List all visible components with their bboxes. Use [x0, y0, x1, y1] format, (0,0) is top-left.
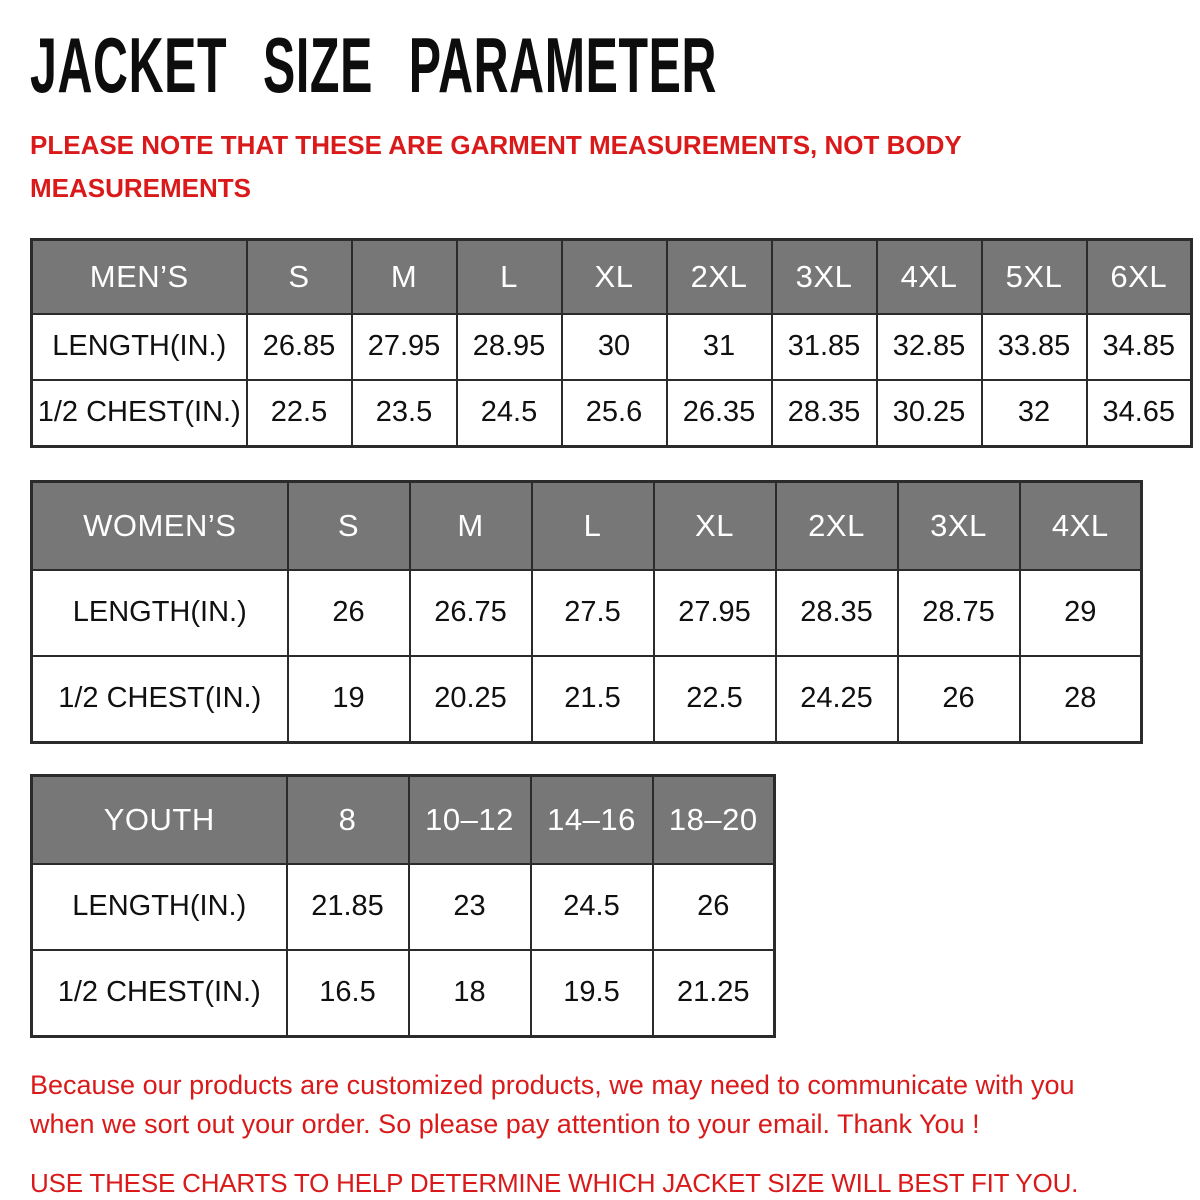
size-value-cell: 26.35: [667, 380, 772, 447]
size-header-cell: 18–20: [653, 775, 775, 864]
size-value-cell: 23.5: [352, 380, 457, 447]
size-value-cell: 27.95: [654, 570, 776, 656]
size-value-cell: 28.35: [776, 570, 898, 656]
size-header-cell: 3XL: [772, 239, 877, 314]
size-value-cell: 28: [1020, 656, 1142, 743]
row-label-cell: LENGTH(IN.): [32, 314, 247, 380]
note-line-1: PLEASE NOTE THAT THESE ARE GARMENT MEASUREMENTS, NOT BODY: [30, 130, 962, 160]
size-value-cell: 19: [288, 656, 410, 743]
size-value-cell: 24.5: [531, 864, 653, 950]
youth-length-row: [32, 864, 775, 950]
size-header-cell: L: [532, 481, 654, 570]
size-value-cell: 20.25: [410, 656, 532, 743]
row-label-cell: 1/2 CHEST(IN.): [32, 656, 288, 743]
size-header-cell: M: [410, 481, 532, 570]
size-value-cell: 32.85: [877, 314, 982, 380]
size-value-cell: 29: [1020, 570, 1142, 656]
youth-chest-row: [32, 950, 775, 1037]
youth-size-table: [30, 774, 776, 1038]
garment-measurement-note: [30, 124, 1190, 210]
womens-length-row: [32, 570, 1142, 656]
size-value-cell: 34.85: [1087, 314, 1192, 380]
size-value-cell: 26.85: [247, 314, 352, 380]
size-value-cell: 31.85: [772, 314, 877, 380]
size-header-cell: 2XL: [776, 481, 898, 570]
size-value-cell: 26: [653, 864, 775, 950]
size-value-cell: 26: [898, 656, 1020, 743]
size-value-cell: 31: [667, 314, 772, 380]
size-value-cell: 21.85: [287, 864, 409, 950]
size-header-cell: 3XL: [898, 481, 1020, 570]
row-label-cell: LENGTH(IN.): [32, 864, 287, 950]
mens-table-title-cell: MEN’S: [32, 239, 247, 314]
size-value-cell: 33.85: [982, 314, 1087, 380]
size-value-cell: 28.35: [772, 380, 877, 447]
size-value-cell: 16.5: [287, 950, 409, 1037]
size-header-cell: S: [288, 481, 410, 570]
size-value-cell: 34.65: [1087, 380, 1192, 447]
note-line-2: MEASUREMENTS: [30, 172, 252, 203]
mens-header-row: [32, 239, 1192, 314]
size-value-cell: 30: [562, 314, 667, 380]
size-header-cell: 2XL: [667, 239, 772, 314]
row-label-cell: 1/2 CHEST(IN.): [32, 380, 247, 447]
size-value-cell: 19.5: [531, 950, 653, 1037]
womens-chest-row: [32, 656, 1142, 743]
chart-usage-note: USE THESE CHARTS TO HELP DETERMINE WHICH JACKET SIZE WILL BEST FIT YOU.: [30, 1168, 1079, 1199]
size-header-cell: 14–16: [531, 775, 653, 864]
womens-table-title-cell: WOMEN’S: [32, 481, 288, 570]
size-value-cell: 22.5: [247, 380, 352, 447]
youth-header-row: [32, 775, 775, 864]
size-value-cell: 27.95: [352, 314, 457, 380]
mens-size-table: [30, 238, 1193, 448]
size-header-cell: 6XL: [1087, 239, 1192, 314]
size-value-cell: 23: [409, 864, 531, 950]
mens-length-row: [32, 314, 1192, 380]
size-value-cell: 24.5: [457, 380, 562, 447]
customization-notice-line-1: Because our products are customized products, we may need to communicate with you: [30, 1069, 1075, 1100]
size-header-cell: XL: [562, 239, 667, 314]
size-header-cell: S: [247, 239, 352, 314]
size-header-cell: M: [352, 239, 457, 314]
size-value-cell: 28.95: [457, 314, 562, 380]
size-value-cell: 28.75: [898, 570, 1020, 656]
size-value-cell: 26.75: [410, 570, 532, 656]
customization-notice-line-2: when we sort out your order. So please pay attention to your email. Thank You !: [30, 1108, 980, 1139]
size-value-cell: 22.5: [654, 656, 776, 743]
row-label-cell: LENGTH(IN.): [32, 570, 288, 656]
row-label-cell: 1/2 CHEST(IN.): [32, 950, 287, 1037]
size-header-cell: 8: [287, 775, 409, 864]
womens-header-row: [32, 481, 1142, 570]
customization-notice: [30, 1066, 1190, 1144]
size-value-cell: 27.5: [532, 570, 654, 656]
size-value-cell: 21.5: [532, 656, 654, 743]
page-title: JACKET SIZE PARAMETER: [30, 21, 718, 109]
size-value-cell: 25.6: [562, 380, 667, 447]
size-header-cell: 4XL: [1020, 481, 1142, 570]
mens-chest-row: [32, 380, 1192, 447]
size-value-cell: 18: [409, 950, 531, 1037]
size-header-cell: 10–12: [409, 775, 531, 864]
size-value-cell: 30.25: [877, 380, 982, 447]
size-value-cell: 24.25: [776, 656, 898, 743]
womens-size-table: [30, 480, 1143, 744]
size-header-cell: XL: [654, 481, 776, 570]
size-value-cell: 21.25: [653, 950, 775, 1037]
size-header-cell: L: [457, 239, 562, 314]
size-value-cell: 26: [288, 570, 410, 656]
youth-table-title-cell: YOUTH: [32, 775, 287, 864]
size-header-cell: 4XL: [877, 239, 982, 314]
size-header-cell: 5XL: [982, 239, 1087, 314]
size-value-cell: 32: [982, 380, 1087, 447]
